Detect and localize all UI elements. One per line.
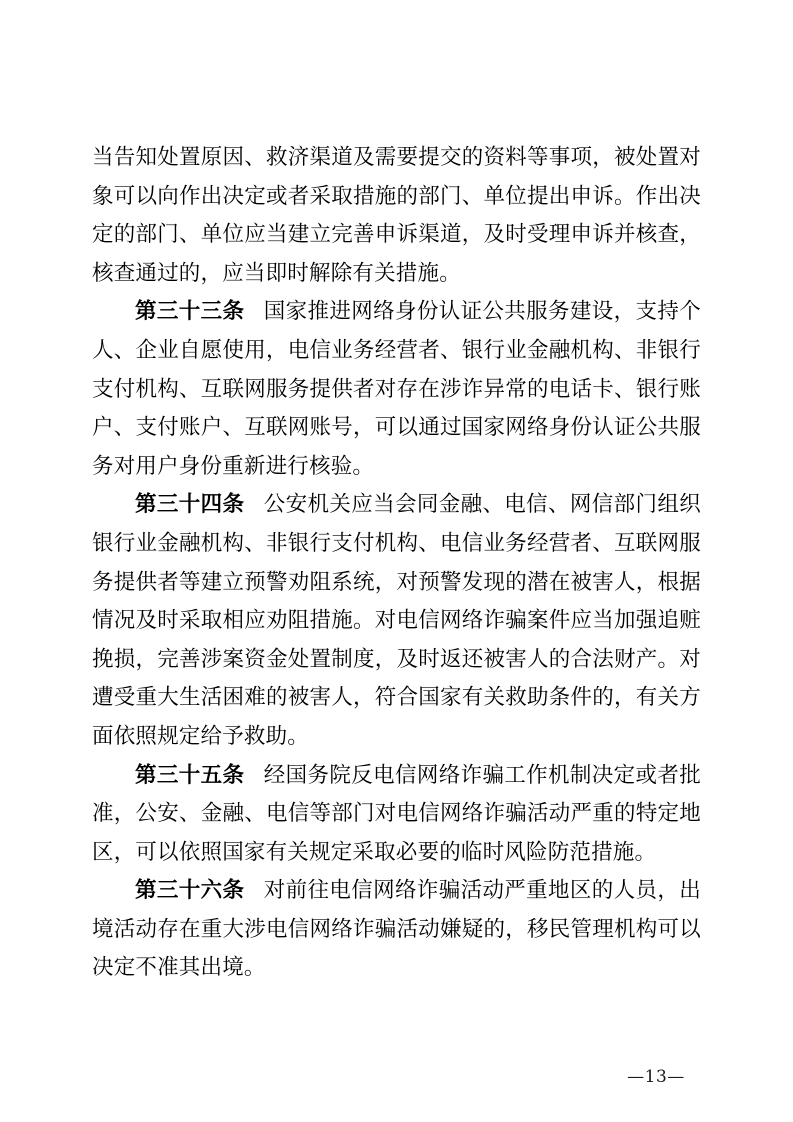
- article-number: 第三十四条: [135, 492, 245, 518]
- paragraph-text: 公安机关应当会同金融、电信、网信部门组织银行业金融机构、非银行支付机构、电信业务经营者、互联网服务提供者等建立预警劝阻系统，对预警发现的潜在被害人，根据情况及时采取相应劝阻措施。对电信网络诈骗案件应当加强追赃挽损，完善涉案资金处置制度，及时返还被害人的合法财产。对遭受重大生活困难的被害人，符合国家有关救助条件的，有关方面依照规定给予救助。: [92, 492, 701, 749]
- article-number: 第三十六条: [135, 878, 245, 904]
- paragraph-article-33: [92, 293, 701, 486]
- article-number: 第三十三条: [135, 299, 245, 325]
- document-body: [92, 139, 701, 988]
- paragraph-text: 国家推进网络身份认证公共服务建设，支持个人、企业自愿使用，电信业务经营者、银行业金融机构、非银行支付机构、互联网服务提供者对存在涉诈异常的电话卡、银行账户、支付账户、互联网账号，可以通过国家网络身份认证公共服务对用户身份重新进行核验。: [92, 299, 701, 479]
- page-number: —13—: [627, 1067, 685, 1087]
- paragraph-article-34: [92, 486, 701, 756]
- paragraph-article-35: [92, 757, 701, 873]
- paragraph-article-36: [92, 872, 701, 988]
- paragraph-text: 经国务院反电信网络诈骗工作机制决定或者批准，公安、金融、电信等部门对电信网络诈骗活动严重的特定地区，可以依照国家有关规定采取必要的临时风险防范措施。: [92, 762, 701, 865]
- paragraph-continuation: [92, 139, 701, 293]
- paragraph-text: 当告知处置原因、救济渠道及需要提交的资料等事项，被处置对象可以向作出决定或者采取措施的部门、单位提出申诉。作出决定的部门、单位应当建立完善申诉渠道，及时受理申诉并核查，核查通过的，应当即时解除有关措施。: [92, 145, 701, 286]
- article-number: 第三十五条: [135, 762, 245, 788]
- paragraph-text: 对前往电信网络诈骗活动严重地区的人员，出境活动存在重大涉电信网络诈骗活动嫌疑的，移民管理机构可以决定不准其出境。: [92, 878, 701, 981]
